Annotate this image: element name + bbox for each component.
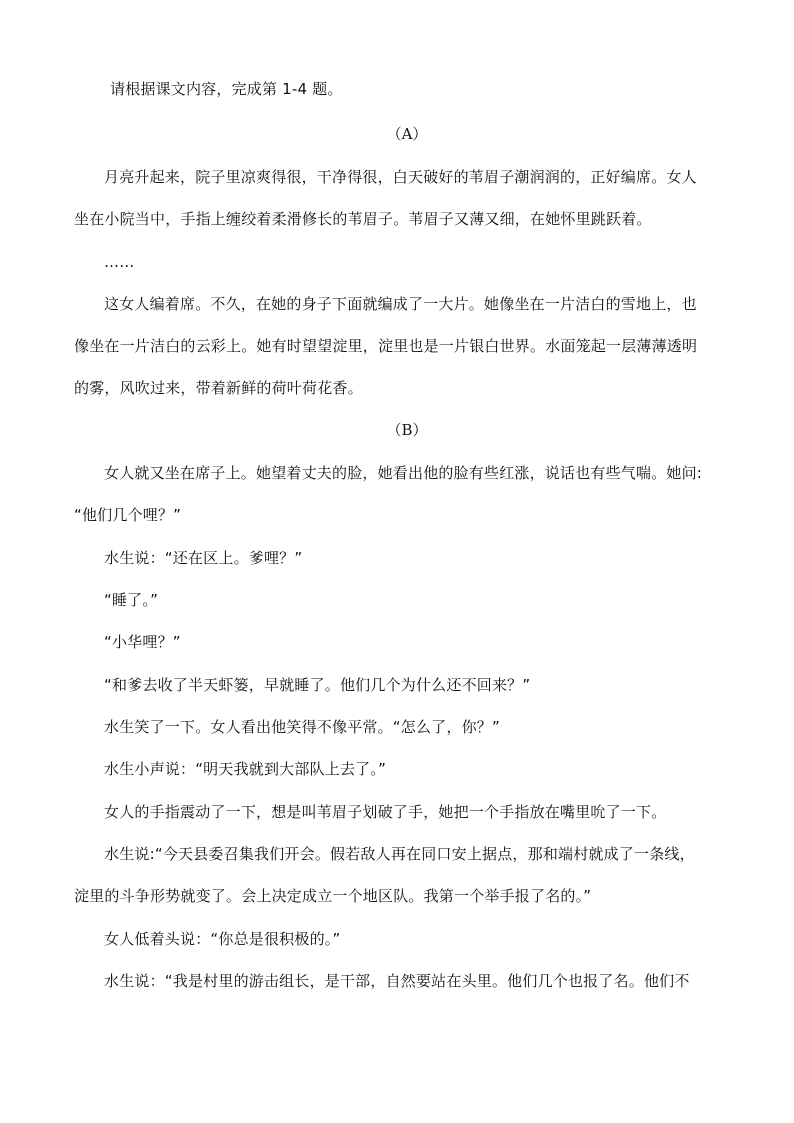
section-b-line-10: 水生说:“今天县委召集我们开会。假若敌人再在同口安上据点，那和端村就成了一条线， — [104, 845, 695, 863]
section-b-line-5: “小华哩？” — [104, 633, 181, 651]
section-b-line-2: “他们几个哩？” — [74, 506, 182, 524]
section-a-label: （A） — [386, 125, 428, 143]
section-b-line-9: 女人的手指震动了一下，想是叫苇眉子划破了手，她把一个手指放在嘴里吮了一下。 — [104, 803, 667, 821]
section-b-line-12: 女人低着头说：“你总是很积极的。” — [104, 930, 341, 948]
section-a-paragraph-2-line-1: 这女人编着席。不久，在她的身子下面就编成了一大片。她像坐在一片洁白的雪地上，也 — [104, 295, 697, 313]
section-b-label: （B） — [386, 421, 428, 439]
section-a-ellipsis: …… — [104, 253, 135, 271]
instruction-text: 请根据课文内容，完成第 1-4 题。 — [110, 80, 343, 98]
section-b-line-7: 水生笑了一下。女人看出他笑得不像平常。“怎么了，你？” — [104, 718, 500, 736]
section-b-line-6: “和爹去收了半天虾篓，早就睡了。他们几个为什么还不回来？” — [104, 676, 531, 694]
section-b-line-11: 淀里的斗争形势就变了。会上决定成立一个地区队。我第一个举手报了名的。” — [74, 887, 592, 905]
section-b-line-13: 水生说：“我是村里的游击组长，是干部，自然要站在头里。他们几个也报了名。他们不 — [104, 972, 690, 990]
section-b-line-4: “睡了。” — [104, 591, 159, 609]
section-a-paragraph-1-line-2: 坐在小院当中，手指上缠绞着柔滑修长的苇眉子。苇眉子又薄又细，在她怀里跳跃着。 — [74, 210, 652, 228]
section-a-paragraph-2-line-3: 的雾，风吹过来，带着新鲜的荷叶荷花香。 — [74, 379, 363, 397]
section-a-paragraph-2-line-2: 像坐在一片洁白的云彩上。她有时望望淀里，淀里也是一片银白世界。水面笼起一层薄薄透明 — [74, 337, 698, 355]
section-a-paragraph-1-line-1: 月亮升起来，院子里凉爽得很，干净得很，白天破好的苇眉子潮润润的，正好编席。女人 — [104, 168, 697, 186]
section-b-line-8: 水生小声说：“明天我就到大部队上去了。” — [104, 760, 387, 778]
section-b-line-3: 水生说：“还在区上。爹哩？” — [104, 549, 303, 567]
section-b-line-1: 女人就又坐在席子上。她望着丈夫的脸，她看出他的脸有些红涨，说话也有些气喘。她问: — [104, 464, 703, 482]
